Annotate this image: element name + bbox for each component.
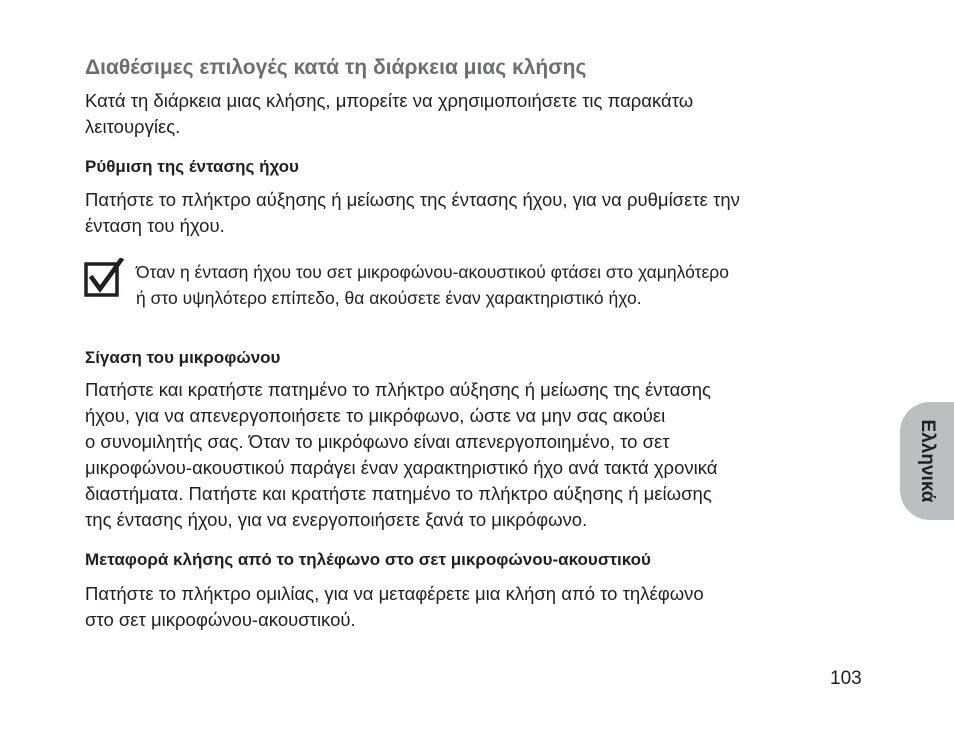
section-intro — [85, 88, 875, 140]
page-number: 103 — [830, 668, 862, 689]
mute-text-line: ήχου, για να απενεργοποιήσετε το μικρόφωνο, ώστε να μην σας ακούει — [85, 405, 666, 426]
mute-heading: Σίγαση του μικροφώνου — [85, 348, 281, 367]
volume-note-line: ή στο υψηλότερο επίπεδο, θα ακούσετε έναν χαρακτηριστικό ήχο. — [136, 288, 642, 308]
mute-text-line: διαστήματα. Πατήστε και κρατήστε πατημένο το πλήκτρο αύξησης ή μείωσης — [85, 483, 712, 504]
volume-text — [85, 187, 875, 239]
volume-heading: Ρύθμιση της έντασης ήχου — [85, 157, 299, 176]
volume-text-line: ένταση του ήχου. — [85, 215, 225, 236]
transfer-text-line: Πατήστε το πλήκτρο ομιλίας, για να μεταφέρετε μια κλήση από το τηλέφωνο — [85, 583, 704, 604]
mute-text-line: μικροφώνου-ακουστικού παράγει έναν χαρακτηριστικό ήχο ανά τακτά χρονικά — [85, 457, 718, 478]
language-tab-label: Ελληνικά — [917, 419, 938, 503]
mute-text — [85, 377, 875, 533]
checkbox-note-icon — [84, 258, 124, 298]
transfer-text-line: στο σετ μικροφώνου-ακουστικού. — [85, 609, 356, 630]
volume-note — [136, 259, 729, 311]
mute-text-line: της έντασης ήχου, για να ενεργοποιήσετε ξανά το μικρόφωνο. — [85, 509, 588, 530]
intro-line: Κατά τη διάρκεια μιας κλήσης, μπορείτε να χρησιμοποιήσετε τις παρακάτω — [85, 90, 694, 111]
transfer-text — [85, 581, 875, 633]
volume-text-line: Πατήστε το πλήκτρο αύξησης ή μείωσης της έντασης ήχου, για να ρυθμίσετε την — [85, 189, 740, 210]
section-title: Διαθέσιμες επιλογές κατά τη διάρκεια μιας κλήσης — [85, 56, 587, 79]
language-side-tab — [900, 402, 954, 520]
mute-text-line: ο συνομιλητής σας. Όταν το μικρόφωνο είναι απενεργοποιημένο, το σετ — [85, 431, 670, 452]
mute-text-line: Πατήστε και κρατήστε πατημένο το πλήκτρο αύξησης ή μείωσης της έντασης — [85, 379, 711, 400]
intro-line: λειτουργίες. — [85, 116, 181, 137]
volume-note-line: Όταν η ένταση ήχου του σετ μικροφώνου-ακουστικού φτάσει στο χαμηλότερο — [136, 262, 729, 282]
transfer-heading: Μεταφορά κλήσης από το τηλέφωνο στο σετ μικροφώνου-ακουστικού — [85, 550, 651, 569]
